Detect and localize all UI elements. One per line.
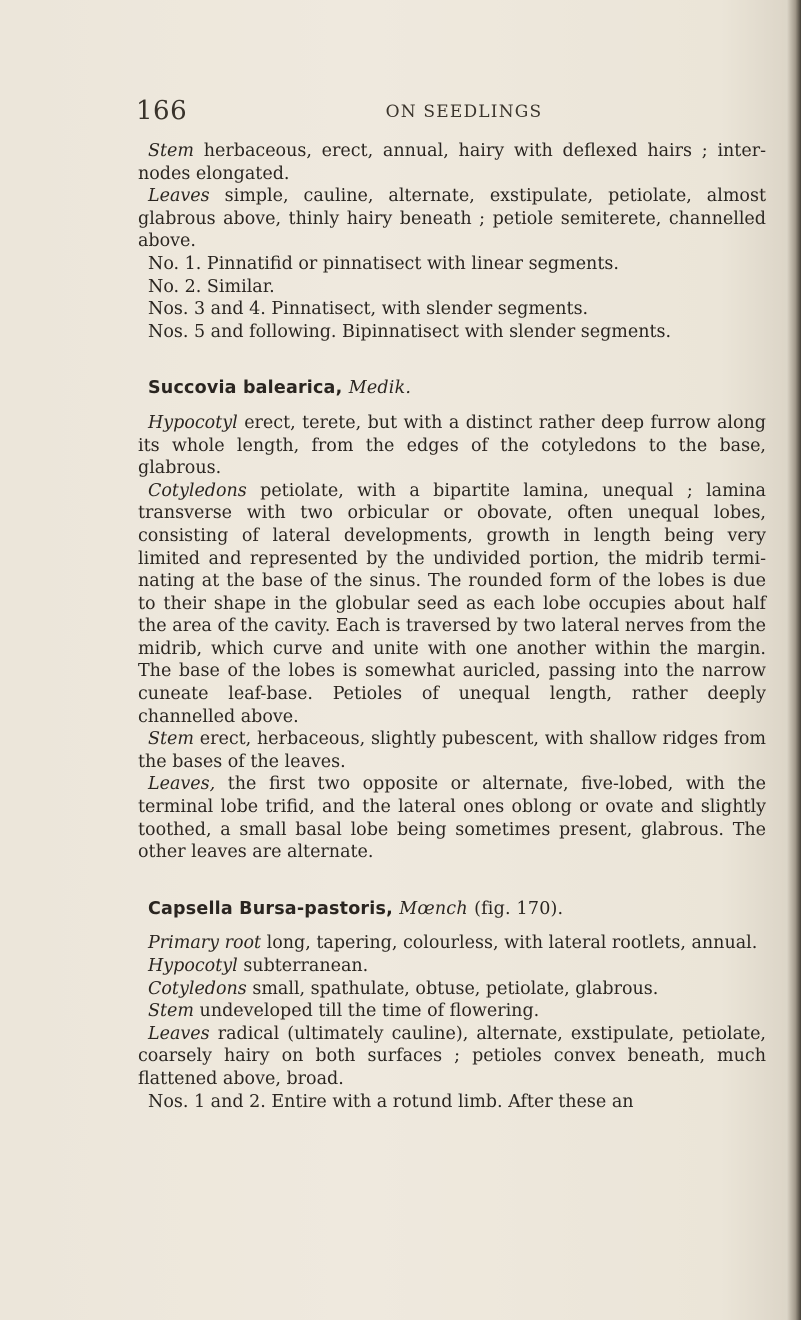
species-heading-succovia (138, 377, 766, 400)
figure-reference: (fig. 170). (474, 898, 564, 919)
paragraph-text: the first two opposite or alternate, five-lobed, with the terminal lobe trifid, and the lateral ones oblong or ovate and slightly toothed, a small basal lobe being sometimes present, glabrous. The other leaves are alternate. (138, 774, 766, 863)
term: Leaves (148, 1023, 210, 1044)
paragraph-text: Nos. 3 and 4. Pinnatisect, with slender segments. (148, 299, 589, 320)
paragraph-text: radical (ultimately cauline), alternate, exstipulate, petiolate, coarsely hairy on both surfaces ; petioles convex beneath, much flattened above, broad. (138, 1023, 766, 1089)
page-edge-shadow (787, 0, 801, 1320)
paragraph-text: Nos. 5 and following. Bipinnatisect with slender segments. (148, 321, 672, 342)
paragraph-text: erect, terete, but with a distinct rather deep furrow along its whole length, from the edges of the cotyledons to the base, glabrous. (138, 412, 766, 479)
paragraph-leaves-2 (138, 773, 766, 863)
paragraph-text: No. 1. Pinnatifid or pinnatisect with linear segments. (148, 253, 619, 274)
paragraph-leaf-nos-1-2 (138, 1091, 766, 1114)
paragraph-stem-3 (138, 1000, 766, 1023)
page-body (138, 140, 766, 1113)
running-head: ON SEEDLINGS (385, 102, 543, 122)
paragraph-text: subterranean. (237, 956, 369, 976)
species-authority: Medik. (348, 378, 412, 399)
paragraph-stem-2 (138, 728, 766, 773)
paragraph-text: simple, cauline, alternate, exstipulate, petiolate, almost glabrous above, thinly hairy beneath ; petiole semiterete, channelled above. (138, 186, 766, 252)
paragraph-leaf-5 (138, 321, 766, 344)
page-header (136, 96, 772, 126)
page-number: 166 (136, 96, 188, 126)
term: Hypocotyl (148, 412, 238, 433)
paragraph-text: small, spathulate, obtuse, petiolate, glabrous. (246, 978, 659, 999)
paragraph-leaf-3-4 (138, 298, 766, 321)
paragraph-leaves-3 (138, 1023, 766, 1091)
paragraph-cotyledons-2 (138, 978, 766, 1001)
term: Primary root (148, 933, 262, 954)
paragraph-hypocotyl-2 (138, 955, 766, 978)
term: Cotyledons (148, 480, 247, 501)
species-name: Capsella Bursa-pastoris, (148, 898, 393, 919)
paragraph-leaves (138, 185, 766, 253)
paragraph-text: long, tapering, colourless, with lateral rootlets, annual. (261, 933, 758, 954)
paragraph-cotyledons (138, 480, 766, 729)
paragraph-text: petiolate, with a bipartite lamina, unequal ; lamina transverse with two orbicular or obovate, often unequal lobes, consisting of lateral developments, growth in length being very limited and represented by the undivided portion, the midrib terminating at the base of the sinus. The rounded form of the lobes is due to their shape in the globular seed as each lobe occupies about half the area of the cavity. Each is traversed by two lateral nerves from the midrib, which curve and unite with one another within the margin. The base of the lobes is somewhat auricled, passing into the narrow cuneate leaf-base. Petioles of unequal length, rather deeply channelled above. (138, 480, 766, 727)
paragraph-leaf-2 (138, 276, 766, 299)
paragraph-text: undeveloped till the time of flowering. (193, 1001, 540, 1022)
paragraph-text: No. 2. Similar. (148, 276, 275, 297)
term: Stem (148, 729, 194, 750)
term: Stem (148, 141, 194, 161)
term: Leaves (148, 186, 210, 207)
term: Stem (148, 1001, 194, 1022)
term: Leaves, (148, 774, 216, 795)
term: Hypocotyl (148, 956, 238, 976)
paragraph-hypocotyl (138, 412, 766, 480)
paragraph-stem (138, 140, 766, 185)
term: Cotyledons (148, 978, 247, 999)
paragraph-leaf-1 (138, 253, 766, 276)
paragraph-text: herbaceous, erect, annual, hairy with deflexed hairs ; internodes elongated. (138, 141, 766, 184)
paragraph-text: erect, herbaceous, slightly pubescent, with shallow ridges from the bases of the leaves. (138, 729, 766, 772)
species-heading-capsella (138, 898, 766, 921)
paragraph-primary-root (138, 932, 766, 955)
paragraph-text: Nos. 1 and 2. Entire with a rotund limb. After these an (148, 1091, 634, 1112)
species-authority: Mœnch (399, 898, 468, 919)
species-name: Succovia balearica, (148, 378, 343, 399)
